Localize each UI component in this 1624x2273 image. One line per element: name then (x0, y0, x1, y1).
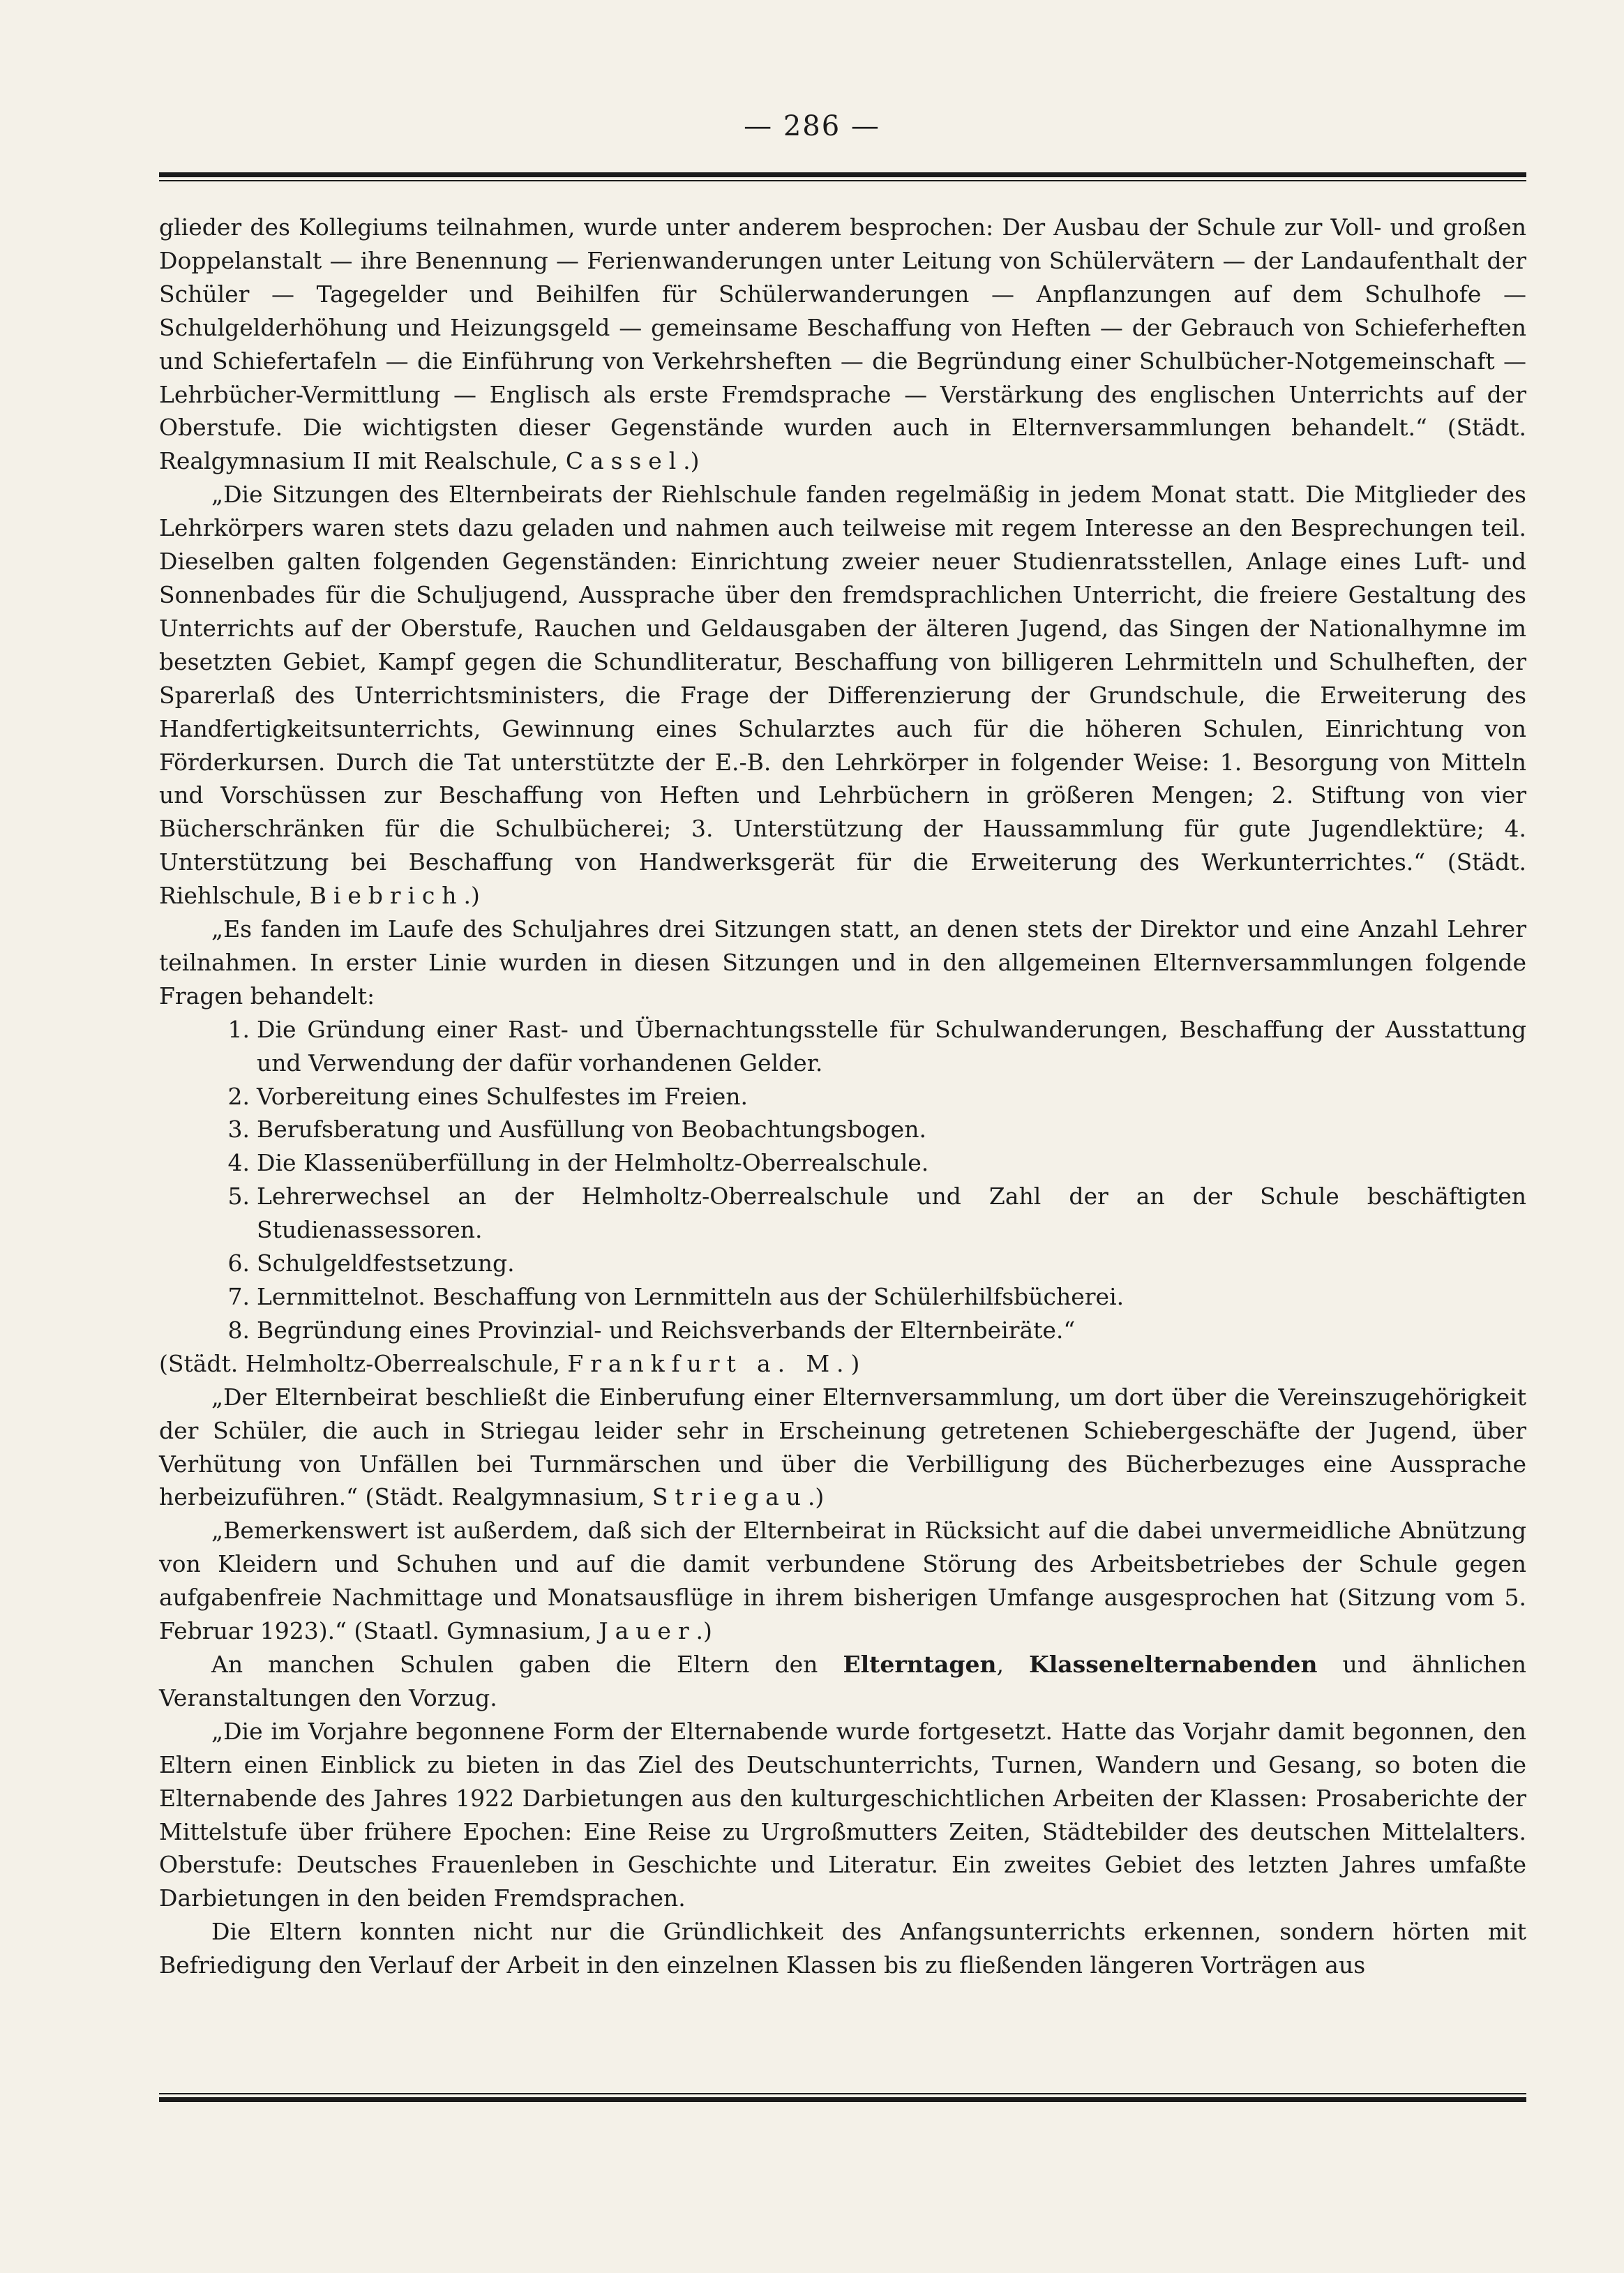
body-text (159, 211, 1526, 1982)
paragraph-6: An manchen Schulen gaben die Eltern den Elterntagen, Klassenelternabenden und ähnlichen Veranstaltungen den Vorzug. (159, 1650, 1527, 1711)
source-citation: (Städt. Helmholtz-Oberrealschule, Frankfurt a. M.) (159, 1349, 860, 1377)
city-name: Jauer (599, 1617, 696, 1645)
paragraph-7: „Die im Vorjahre begonnene Form der Elternabende wurde fortgesetzt. Hatte das Vorjahr damit begonnen, den Eltern einen Einblick zu bieten in das Ziel des Deutschunterrichts, Turnen, Wandern und Gesang, so boten die Elternabende des Jahres 1922 Darbietungen aus den kulturgeschichtlichen Arbeiten der Klassen: Prosaberichte der Mittelstufe über frühere Epochen: Eine Reise zu Urgroßmutters Zeiten, Städtebilder des deutschen Mittelalters. Oberstufe: Deutsches Frauenleben in Geschichte und Literatur. Ein zweites Gebiet des letzten Jahres umfaßte Darbietungen in den beiden Fremdsprachen. (159, 1717, 1526, 1912)
city-name: Frankfurt a. M. (567, 1349, 851, 1377)
paragraph-2: „Die Sitzungen des Elternbeirats der Riehlschule fanden regelmäßig in jedem Monat statt. Die Mitglieder des Lehrkörpers waren stets dazu geladen und nahmen auch teilweise mit regem Interesse an den Besprechungen teil. Dieselben galten folgenden Gegenständen: Einrichtung zweier neuer Studienratsstellen, Anlage eines Luft- und Sonnenbades für die Schuljugend, Aussprache über den fremdsprachlichen Unterricht, die freiere Gestaltung des Unterrichts auf der Oberstufe, Rauchen und Geldausgaben der älteren Jugend, das Singen der Nationalhymne im besetzten Gebiet, Kampf gegen die Schundliteratur, Beschaffung von billigeren Lehrmitteln und Schulheften, der Sparerlaß des Unterrichtsministers, die Frage der Differenzierung der Grundschule, die Erweiterung des Handfertigkeitsunterrichts, Gewinnung eines Schularztes auch für die höheren Schulen, Einrichtung von Förderkursen. Durch die Tat unterstützte der E.-B. den Lehrkörper in folgender Weise: 1. Besorgung von Mitteln und Vorschüssen zur Beschaffung von Heften und Lehrbüchern in größeren Mengen; 2. Stiftung von vier Bücherschränken für die Schulbücherei; 3. Unterstützung der Haussammlung für gute Jugendlektüre; 4. Unterstützung bei Beschaffung von Handwerksgerät für die Erweiterung des Werkunterrichtes.“ (Städt. Riehlschule, Biebrich.) (159, 481, 1526, 910)
paragraph-5: „Bemerkenswert ist außerdem, daß sich der Elternbeirat in Rücksicht auf die dabei unvermeidliche Abnützung von Kleidern und Schuhen und auf die damit verbundene Störung des Arbeitsbetriebes der Schule gegen aufgabenfreie Nachmittage und Monatsausflüge in ihrem bisherigen Umfange ausgesprochen hat (Sitzung vom 5. Februar 1923).“ (Staatl. Gymnasium, Jauer.) (159, 1517, 1526, 1645)
paragraph-3: „Es fanden im Laufe des Schuljahres drei Sitzungen statt, an denen stets der Direktor und eine Anzahl Lehrer teilnahmen. In erster Linie wurden in diesen Sitzungen und in den allgemeinen Elternversammlungen folgende Fragen behandelt: (159, 915, 1526, 1010)
paragraph-4: „Der Elternbeirat beschließt die Einberufung einer Elternversammlung, um dort über die Vereinszugehörigkeit der Schüler, die auch in Striegau leider sehr in Erscheinung getretenen Schiebergeschäfte der Jugend, über Verhütung von Unfällen bei Turnmärschen und über die Verbilligung des Bücherbezuges eine Aussprache herbeizuführen.“ (Städt. Realgymnasium, Striegau.) (159, 1383, 1526, 1511)
city-name: Cassel (565, 447, 684, 475)
list-item: 7. Lernmittelnot. Beschaffung von Lernmitteln aus der Schülerhilfsbücherei. (227, 1283, 1125, 1310)
city-name: Striegau (652, 1483, 808, 1511)
list-item: 8. Begründung eines Provinzial- und Reichsverbands der Elternbeiräte.“ (227, 1316, 1076, 1344)
question-list (159, 1013, 1526, 1347)
page-number: — 286 — (744, 110, 880, 142)
list-item: 6. Schulgeldfestsetzung. (227, 1250, 515, 1277)
list-item: 1. Die Gründung einer Rast- und Übernachtungsstelle für Schulwanderungen, Beschaffung der Ausstattung und Verwendung der dafür vorhandenen Gelder. (227, 1015, 1526, 1077)
footer-rule (159, 2093, 1526, 2102)
paragraph-8: Die Eltern konnten nicht nur die Gründlichkeit des Anfangsunterrichts erkennen, sondern hörten mit Befriedigung den Verlauf der Arbeit in den einzelnen Klassen bis zu fließenden längeren Vorträgen aus (159, 1918, 1526, 1979)
bold-term: Klassenelternabenden (1029, 1650, 1318, 1678)
bold-term: Elterntagen (843, 1650, 997, 1678)
header-rule (159, 172, 1526, 181)
list-item: 2. Vorbereitung eines Schulfestes im Freien. (227, 1082, 749, 1110)
list-item: 4. Die Klassenüberfüllung in der Helmholtz-Oberrealschule. (227, 1149, 929, 1177)
list-item: 5. Lehrerwechsel an der Helmholtz-Oberrealschule und Zahl der an der Schule beschäftigten Studienassessoren. (227, 1183, 1526, 1244)
paragraph-1: glieder des Kollegiums teilnahmen, wurde unter anderem besprochen: Der Ausbau der Schule zur Voll- und großen Doppelanstalt — ihre Benennung — Ferienwanderungen unter Leitung von Schülervätern — der Landaufenthalt der Schüler — Tagegelder und Beihilfen für Schülerwanderungen — Anpflanzungen auf dem Schulhofe — Schulgelderhöhung und Heizungsgeld — gemeinsame Beschaffung von Heften — der Gebrauch von Schieferheften und Schiefertafeln — die Einführung von Verkehrsheften — die Begründung einer Schulbücher-Notgemeinschaft — Lehrbücher-Vermittlung — Englisch als erste Fremdsprache — Verstärkung des englischen Unterrichts auf der Oberstufe. Die wichtigsten dieser Gegenstände wurden auch in Elternversammlungen behandelt.“ (Städt. Realgymnasium II mit Realschule, Cassel.) (159, 213, 1526, 475)
list-item: 3. Berufsberatung und Ausfüllung von Beobachtungsbogen. (227, 1116, 926, 1143)
city-name: Biebrich (309, 882, 464, 910)
